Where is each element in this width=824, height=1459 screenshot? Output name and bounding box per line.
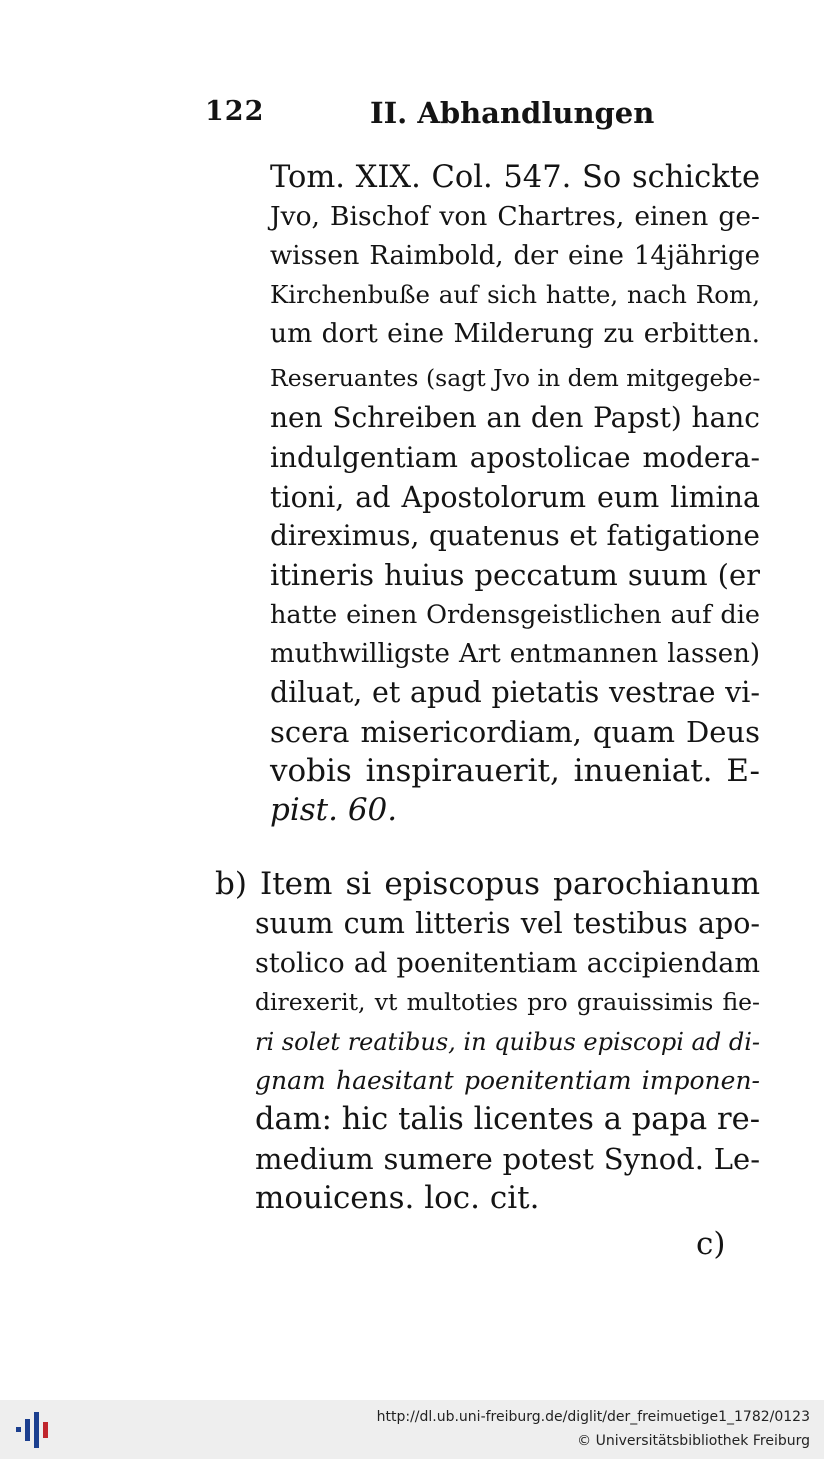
text-line: Reseruantes (sagt Jvo in dem mitgegebe- bbox=[270, 364, 761, 392]
text-line: b) Item si episcopus parochianum bbox=[215, 866, 760, 902]
text-line: muthwilligste Art entmannen lassen) bbox=[270, 639, 760, 669]
copyright-notice: © Universitätsbibliothek Freiburg bbox=[577, 1433, 810, 1449]
page-header bbox=[0, 96, 824, 140]
text-line: Kirchenbuße auf sich hatte, nach Rom, bbox=[270, 280, 760, 309]
text-line: medium sumere potest Synod. Le- bbox=[255, 1142, 760, 1176]
text-line: hatte einen Ordensgeistlichen auf die bbox=[270, 600, 760, 630]
library-logo-icon[interactable] bbox=[14, 1410, 54, 1450]
text-line: Tom. XIX. Col. 547. So schickte bbox=[270, 160, 760, 195]
page-number: 122 bbox=[205, 96, 265, 127]
text-line: ri solet reatibus, in quibus episcopi ad di- bbox=[255, 1028, 760, 1056]
text-line: diluat, et apud pietatis vestrae vi- bbox=[270, 676, 760, 709]
running-head: II. Abhandlungen bbox=[370, 96, 655, 130]
text-line: pist. 60. bbox=[270, 792, 398, 828]
text-line: gnam haesitant poenitentiam imponen- bbox=[255, 1066, 760, 1095]
text-line: direxerit, vt multoties pro grauissimis fie- bbox=[255, 988, 760, 1016]
text-line: suum cum litteris vel testibus apo- bbox=[255, 907, 760, 940]
text-line: vobis inspirauerit, inueniat. E- bbox=[270, 753, 760, 789]
text-line: scera misericordiam, quam Deus bbox=[270, 715, 760, 749]
text-line: stolico ad poenitentiam accipiendam bbox=[255, 948, 760, 979]
text-line: direximus, quatenus et fatigatione bbox=[270, 519, 760, 552]
text-line: Jvo, Bischof von Chartres, einen ge- bbox=[270, 201, 760, 232]
text-line: wissen Raimbold, der eine 14jährige bbox=[270, 241, 760, 271]
text-line: tioni, ad Apostolorum eum limina bbox=[270, 481, 760, 514]
text-line: indulgentiam apostolicae modera- bbox=[270, 441, 760, 474]
source-url[interactable]: http://dl.ub.uni-freiburg.de/diglit/der_freimuetige1_1782/0123 bbox=[376, 1409, 810, 1425]
text-line: um dort eine Milderung zu erbitten. bbox=[270, 318, 760, 349]
catchword: c) bbox=[696, 1226, 726, 1262]
viewer-footer bbox=[0, 1400, 824, 1459]
text-line: dam: hic talis licentes a papa re- bbox=[255, 1102, 760, 1137]
text-line: itineris huius peccatum suum (er bbox=[270, 558, 760, 592]
text-line: nen Schreiben an den Papst) hanc bbox=[270, 401, 760, 434]
text-line: mouicens. loc. cit. bbox=[255, 1180, 540, 1216]
